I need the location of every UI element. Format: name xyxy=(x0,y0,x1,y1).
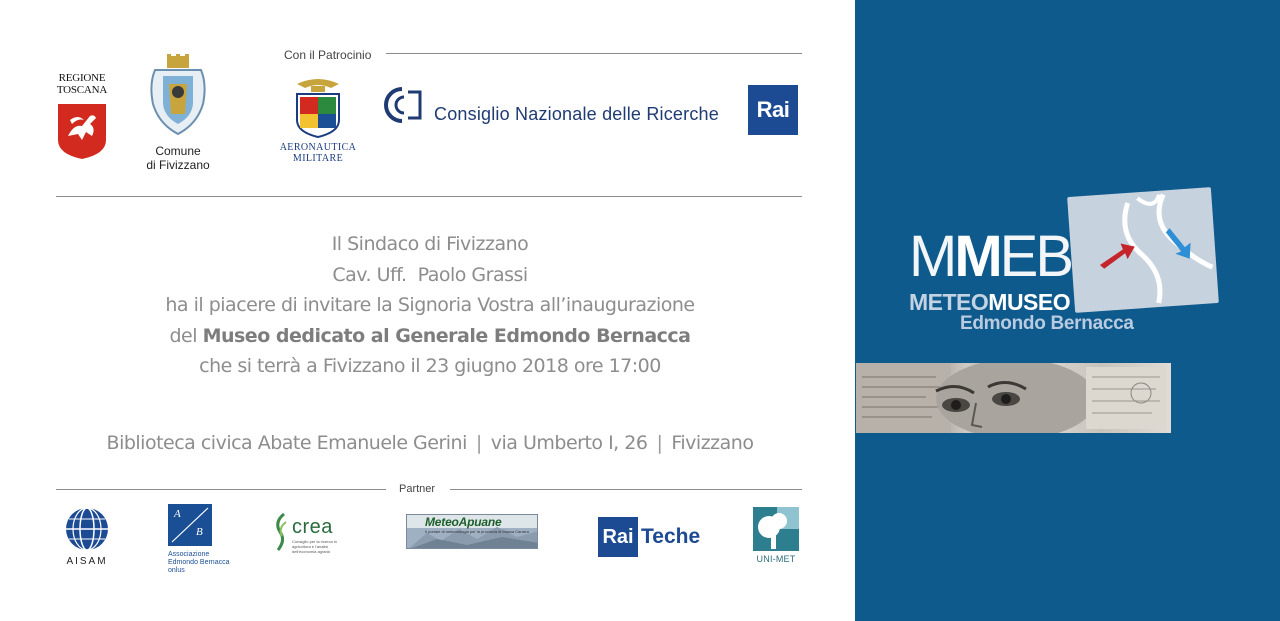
cnr-logo xyxy=(382,86,722,126)
museum-brand-panel xyxy=(855,0,1280,621)
mmeb-wordmark xyxy=(909,225,1071,289)
unimet-mark xyxy=(753,507,799,551)
aeb-line3: onlus xyxy=(168,567,185,574)
pegasus-shield-icon xyxy=(56,102,108,160)
meteoapuane-word: MeteoApuane xyxy=(425,515,502,529)
rai-teche-word: Teche xyxy=(641,525,701,548)
mmeb-m1: M xyxy=(909,224,955,289)
unimet-text: UNI-MET xyxy=(756,554,796,564)
cnr-mark-icon xyxy=(382,86,424,124)
patrocinio-rule xyxy=(386,53,802,54)
crea-logo xyxy=(272,512,348,552)
crea-word: crea xyxy=(292,516,333,538)
aisam-text: AISAM xyxy=(66,556,108,567)
meteoapuane-logo xyxy=(406,514,538,549)
invite-line-museum xyxy=(0,321,860,352)
venue-line xyxy=(0,428,860,458)
aeb-diagonal-icon xyxy=(168,504,212,546)
portrait-collage-image xyxy=(856,363,1171,433)
invite-line-date: che si terrà a Fivizzano il 23 giugno 2018 ore 17:00 xyxy=(199,355,661,377)
comune-line1: Comune xyxy=(155,144,201,158)
invite-line-mayor: Il Sindaco di Fivizzano xyxy=(331,233,529,255)
weather-map-icon xyxy=(1067,187,1219,313)
globe-icon xyxy=(64,506,110,552)
rai-logo: Rai xyxy=(748,85,798,135)
regione-toscana-text: REGIONE TOSCANA xyxy=(56,72,108,96)
patrocinio-label: Con il Patrocinio xyxy=(284,48,372,62)
venue-town: Fivizzano xyxy=(671,432,754,454)
aeb-line2: Edmondo Bernacca xyxy=(168,559,230,566)
bernacca-subtitle: Edmondo Bernacca xyxy=(960,313,1134,334)
aeb-line1: Associazione xyxy=(168,551,210,558)
aero-line2: MILITARE xyxy=(292,153,344,164)
invite-line-name: Cav. Uff. Paolo Grassi xyxy=(332,263,528,286)
coat-of-arms-icon xyxy=(147,54,209,136)
comune-fivizzano-logo xyxy=(140,54,216,172)
weather-map-card xyxy=(1067,187,1219,313)
leaf-icon xyxy=(272,512,290,552)
tree-icon xyxy=(753,507,799,551)
meteomuseo-museo: MUSEO xyxy=(988,289,1071,315)
aeb-letter-b: B xyxy=(196,526,203,538)
aisam-logo xyxy=(60,506,114,567)
aeb-letter-a: A xyxy=(174,508,181,520)
venue-separator: | xyxy=(475,432,482,454)
aero-line1: AERONAUTICA xyxy=(279,142,357,153)
venue-separator: | xyxy=(656,432,663,454)
venue-place: Biblioteca civica Abate Emanuele Gerini xyxy=(106,432,467,454)
meteomuseo-meteo: METEO xyxy=(909,289,989,315)
meteomuseo-title xyxy=(909,289,1070,315)
crea-sub: Consiglio per la ricerca in agricoltura e l'analisi dell'economia agraria xyxy=(292,539,337,554)
partner-rule-left xyxy=(56,489,386,490)
invite-museum-prefix: del xyxy=(169,324,203,347)
invitation-text xyxy=(0,229,860,382)
museum-name: Museo dedicato al Generale Edmondo Bernacca xyxy=(202,324,691,347)
aeb-mark xyxy=(168,504,212,546)
header-rule xyxy=(56,196,802,197)
rai-teche-logo xyxy=(598,517,700,557)
portrait-collage-graphic xyxy=(856,363,1171,433)
comune-line2: di Fivizzano xyxy=(146,158,210,172)
venue-street: via Umberto I, 26 xyxy=(490,432,648,454)
partner-rule-right xyxy=(450,489,802,490)
meteoapuane-sub: Il portale di meteorologia per la provincia di Massa Carrara xyxy=(425,529,529,534)
unimet-logo xyxy=(753,507,799,564)
aeronautica-militare-logo xyxy=(276,76,360,164)
mmeb-m2: M xyxy=(954,224,1000,289)
eagle-crest-icon xyxy=(291,76,345,138)
cnr-name: Consiglio Nazionale delle Ricerche xyxy=(434,104,719,124)
regione-toscana-logo xyxy=(52,72,112,160)
mmeb-eb: EB xyxy=(999,224,1072,289)
partner-label: Partner xyxy=(399,483,436,495)
rai-teche-rai: Rai xyxy=(598,517,638,557)
associazione-bernacca-logo xyxy=(168,504,238,575)
invite-line-pleasure: ha il piacere di invitare la Signoria Vostra all’inaugurazione xyxy=(165,294,695,316)
